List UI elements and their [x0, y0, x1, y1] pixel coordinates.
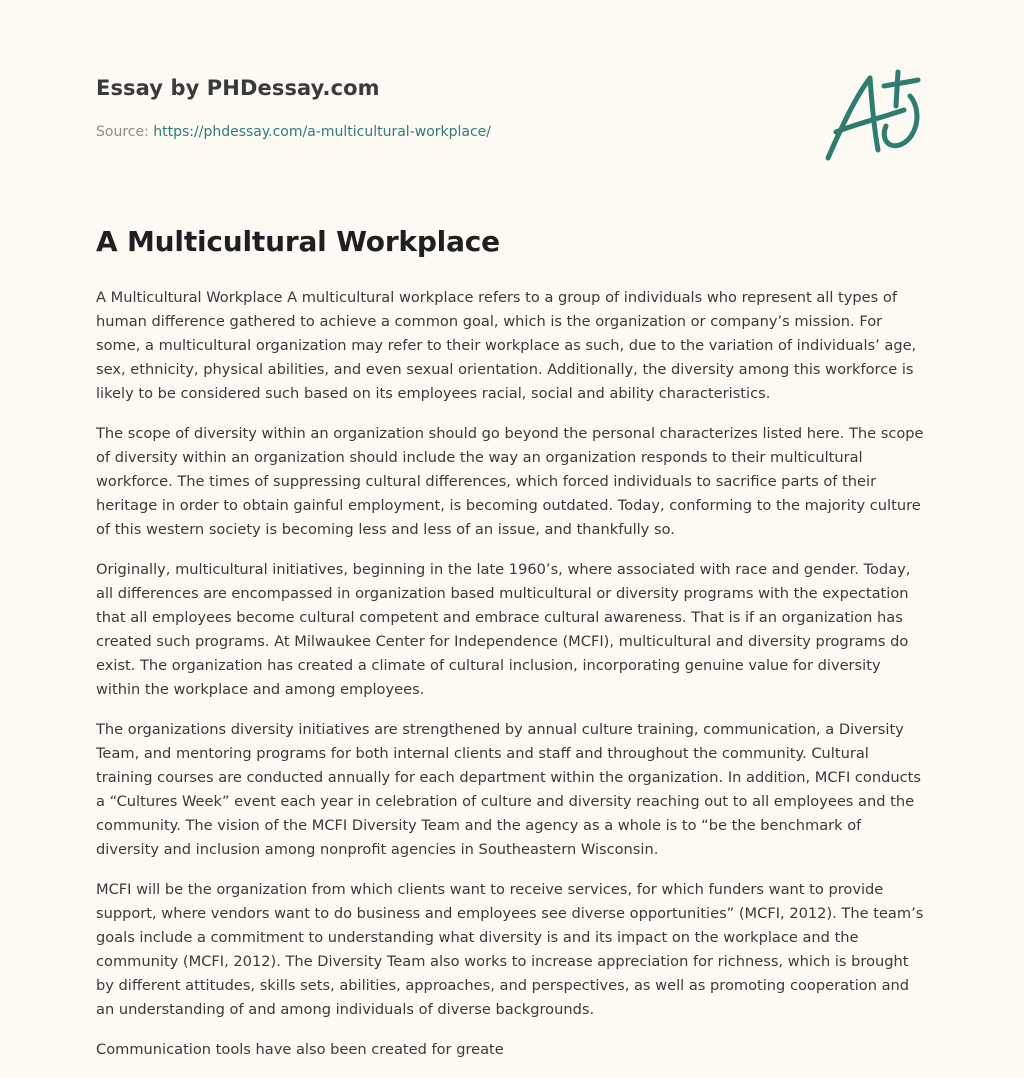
essay-title: A Multicultural Workplace	[96, 225, 500, 258]
essay-paragraph: Communication tools have also been created for greate	[96, 1041, 504, 1058]
essay-paragraph: A Multicultural Workplace A multicultural workplace refers to a group of individuals who represent all types of human difference gathered to achieve a common goal, which is the organization or company’s mission. For some, a multicultural organization may refer to their workplace as such, due to the variation of individuals’ age, sex, ethnicity, physical abilities, and even sexual orientation. Additionally, the diversity among this workforce is likely to be considered such based on its employees racial, social and ability characteristics.	[96, 289, 917, 402]
essay-paragraph: Originally, multicultural initiatives, beginning in the late 1960’s, where associated with race and gender. Today, all differences are encompassed in organization based multicultural or diversity programs with the expectation that all employees become cultural competent and embrace cultural awareness. That is if an organization has created such programs. At Milwaukee Center for Independence (MCFI), multicultural and diversity programs do exist. The organization has created a climate of cultural inclusion, incorporating genuine value for diversity within the workplace and among employees.	[96, 561, 911, 698]
essay-page	[96, 0, 928, 1076]
source-line	[96, 124, 491, 140]
source-link[interactable]: https://phdessay.com/a-multicultural-workplace/	[153, 124, 492, 140]
a-plus-grade-icon	[822, 66, 932, 168]
essay-paragraph: MCFI will be the organization from which clients want to receive services, for which funders want to provide support, where vendors want to do business and employees see diverse opportunities” (MCFI, 2012). The team’s goals include a commitment to understanding what diversity is and its impact on the workplace and the community (MCFI, 2012). The Diversity Team also works to increase appreciation for richness, which is brought by different attitudes, skills sets, abilities, approaches, and perspectives, as well as promoting cooperation and an understanding of and among individuals of diverse backgrounds.	[96, 881, 924, 1018]
essay-paragraph: The scope of diversity within an organization should go beyond the personal characterizes listed here. The scope of diversity within an organization should include the way an organization responds to their multicultural workforce. The times of suppressing cultural differences, which forced individuals to sacrifice parts of their heritage in order to obtain gainful employment, is becoming outdated. Today, conforming to the majority culture of this western society is becoming less and less of an issue, and thankfully so.	[96, 425, 924, 538]
essay-paragraph: The organizations diversity initiatives are strengthened by annual culture training, communication, a Diversity Team, and mentoring programs for both internal clients and staff and throughout the community. Cultural training courses are conducted annually for each department within the organization. In addition, MCFI conducts a “Cultures Week” event each year in celebration of culture and diversity reaching out to all employees and the community. The vision of the MCFI Diversity Team and the agency as a whole is to “be the benchmark of diversity and inclusion among nonprofit agencies in Southeastern Wisconsin.	[96, 721, 921, 858]
essay-body	[96, 286, 928, 1078]
site-brand: Essay by PHDessay.com	[96, 76, 380, 100]
source-label: Source:	[96, 124, 149, 140]
